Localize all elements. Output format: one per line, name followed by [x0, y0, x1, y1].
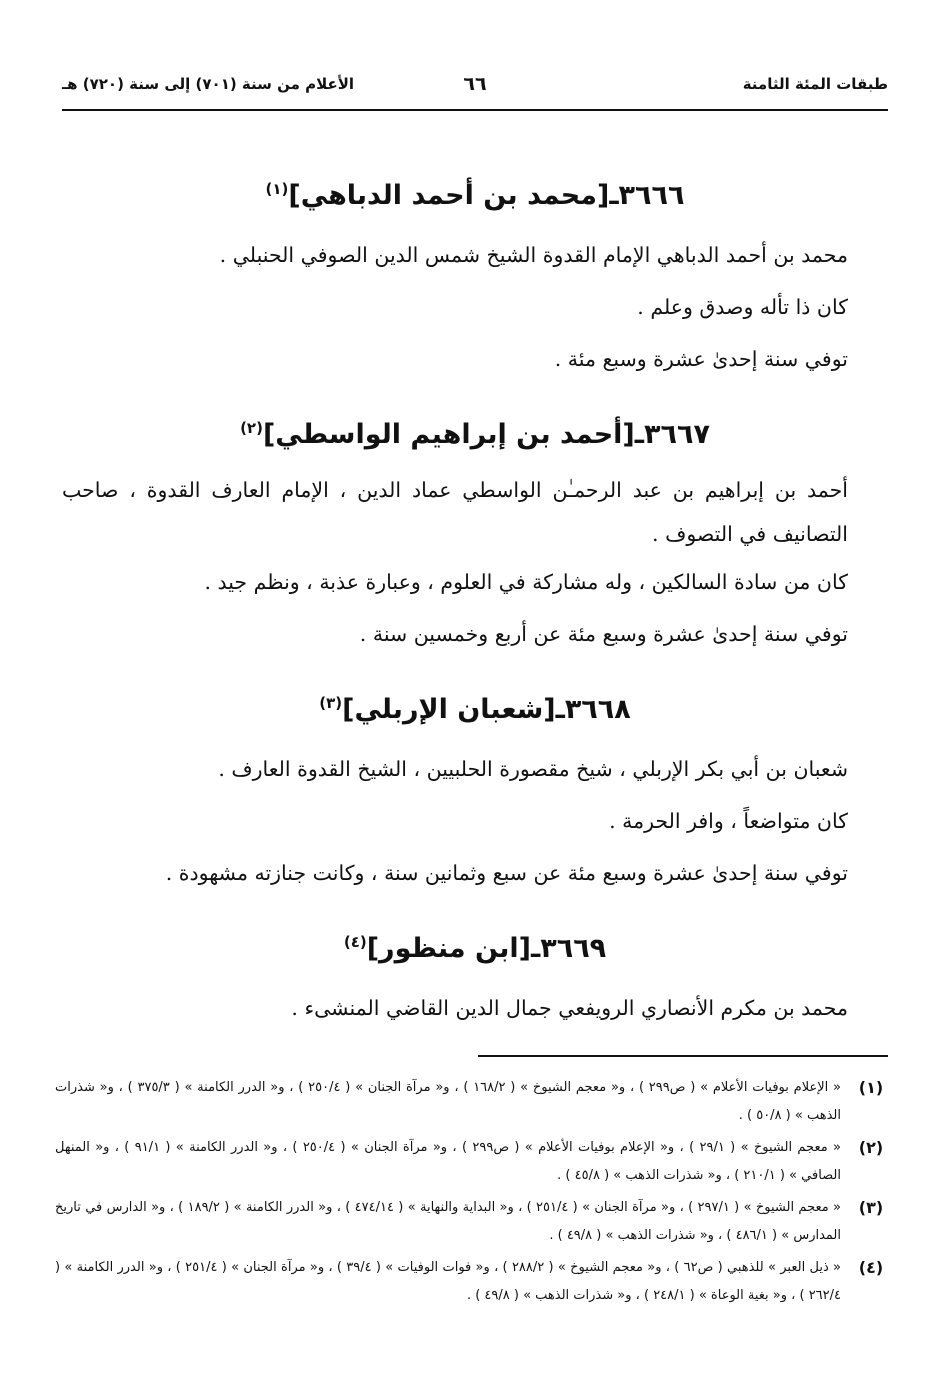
entry-number: ٣٦٦٧	[644, 419, 710, 450]
entry-paragraph: كان متواضعاً ، وافر الحرمة .	[609, 809, 848, 833]
entry-name: [محمد بن أحمد الدباهي]	[288, 180, 610, 211]
entry-dash: ـ	[634, 419, 645, 450]
page-number: ٦٦	[463, 73, 487, 95]
entry-paragraph: شعبان بن أبي بكر الإربلي ، شيخ مقصورة الحلبيين ، الشيخ القدوة العارف .	[218, 757, 848, 781]
footnote-divider	[478, 1055, 888, 1057]
entry-title	[62, 166, 888, 219]
entry-name: [أحمد بن إبراهيم الواسطي]	[262, 419, 635, 450]
footnote	[55, 1134, 891, 1190]
entry-number: ٣٦٦٨	[564, 694, 631, 725]
footnote-ref: (٣)	[319, 694, 343, 712]
entry-name: [شعبان الإربلي]	[342, 694, 556, 725]
header-divider	[62, 109, 888, 111]
footnote	[55, 1254, 891, 1310]
entry-paragraph: كان من سادة السالكين ، وله مشاركة في العلوم ، وعبارة عذبة ، ونظم جيد .	[204, 570, 848, 594]
entry-dash: ـ	[609, 180, 619, 211]
footnote-number: (٤)	[858, 1258, 884, 1277]
book-title: طبقات المئة الثامنة	[742, 75, 888, 93]
running-header	[62, 70, 888, 102]
footnote-number: (١)	[858, 1078, 884, 1097]
footnote-text: « الإعلام بوفيات الأعلام » ( ص٢٩٩ ) ، و« معجم الشيوخ » ( ١٦٨/٢ ) ، و« مرآة الجنان » ( ٢٥٠/٤ ) ، و« الدرر الكامنة » ( ٣٧٥/٣ ) ، و« شذرات الذهب » ( ٥٠/٨ ) .	[55, 1080, 841, 1123]
entry-3668	[62, 680, 888, 899]
entry-dash: ـ	[531, 933, 541, 964]
footnote-text: « معجم الشيوخ » ( ٢٩٧/١ ) ، و« مرآة الجنان » ( ٢٥١/٤ ) ، و« البداية والنهاية » ( ٤٧٤/١٤ ) ، و« الدرر الكامنة » ( ١٨٩/٢ ) ، و« الدارس في تاريخ المدارس » ( ٤٨٦/١ ) ، و« شذرات الذهب » ( ٤٩/٨ ) .	[55, 1200, 841, 1243]
entry-number: ٣٦٦٩	[540, 933, 607, 964]
footnote-number: (٣)	[858, 1198, 884, 1217]
entry-paragraph: توفي سنة إحدىٰ عشرة وسبع مئة عن أربع وخمسين سنة .	[359, 622, 848, 646]
entry-paragraph: كان ذا تأله وصدق وعلم .	[637, 295, 848, 319]
footnote-number: (٢)	[858, 1138, 884, 1157]
entry-paragraph: توفي سنة إحدىٰ عشرة وسبع مئة عن سبع وثمانين سنة ، وكانت جنازته مشهودة .	[165, 861, 848, 885]
entry-3667	[62, 405, 888, 660]
entry-number: ٣٦٦٦	[618, 180, 685, 211]
entry-3666	[62, 166, 888, 385]
footnote	[55, 1074, 891, 1130]
entry-paragraph: أحمد بن إبراهيم بن عبد الرحمـٰن الواسطي عماد الدين ، الإمام العارف القدوة ، صاحب التصانيف في التصوف .	[62, 478, 848, 546]
footnote-text: « معجم الشيوخ » ( ٢٩/١ ) ، و« الإعلام بوفيات الأعلام » ( ص٢٩٩ ) ، و« مرآة الجنان » ( ٢٥٠/٤ ) ، و« الدرر الكامنة » ( ٩١/١ ) ، و« المنهل الصافي » ( ٢١٠/١ ) ، و« شذرات الذهب » ( ٤٥/٨ ) .	[55, 1140, 841, 1183]
footnote	[55, 1194, 891, 1250]
entry-3669	[62, 919, 888, 1034]
entry-paragraph: محمد بن مكرم الأنصاري الرويفعي جمال الدين القاضي المنشىء .	[291, 996, 848, 1020]
entry-dash: ـ	[555, 694, 565, 725]
footnote-text: « ذيل العبر » للذهبي ( ص٦٢ ) ، و« معجم الشيوخ » ( ٢٨٨/٢ ) ، و« فوات الوفيات » ( ٣٩/٤ ) ، و« مرآة الجنان » ( ٢٥١/٤ ) ، و« الدرر الكامنة » ( ٢٦٢/٤ ) ، و« بغية الوعاة » ( ٢٤٨/١ ) ، و« شذرات الذهب » ( ٤٩/٨ ) .	[55, 1260, 841, 1303]
section-range: الأعلام من سنة (٧٠١) إلى سنة (٧٢٠) هـ	[62, 75, 355, 93]
entry-title	[62, 405, 888, 458]
footnotes	[55, 1074, 891, 1314]
entry-title	[62, 680, 888, 733]
entry-name: [ابن منظور]	[366, 933, 531, 964]
footnote-ref: (٢)	[240, 419, 263, 437]
entry-title	[62, 919, 888, 972]
footnote-ref: (١)	[265, 180, 289, 198]
entry-paragraph: توفي سنة إحدىٰ عشرة وسبع مئة .	[554, 347, 848, 371]
footnote-ref: (٤)	[343, 933, 367, 951]
entry-paragraph: محمد بن أحمد الدباهي الإمام القدوة الشيخ شمس الدين الصوفي الحنبلي .	[219, 243, 848, 267]
biography-entries	[62, 166, 888, 1034]
